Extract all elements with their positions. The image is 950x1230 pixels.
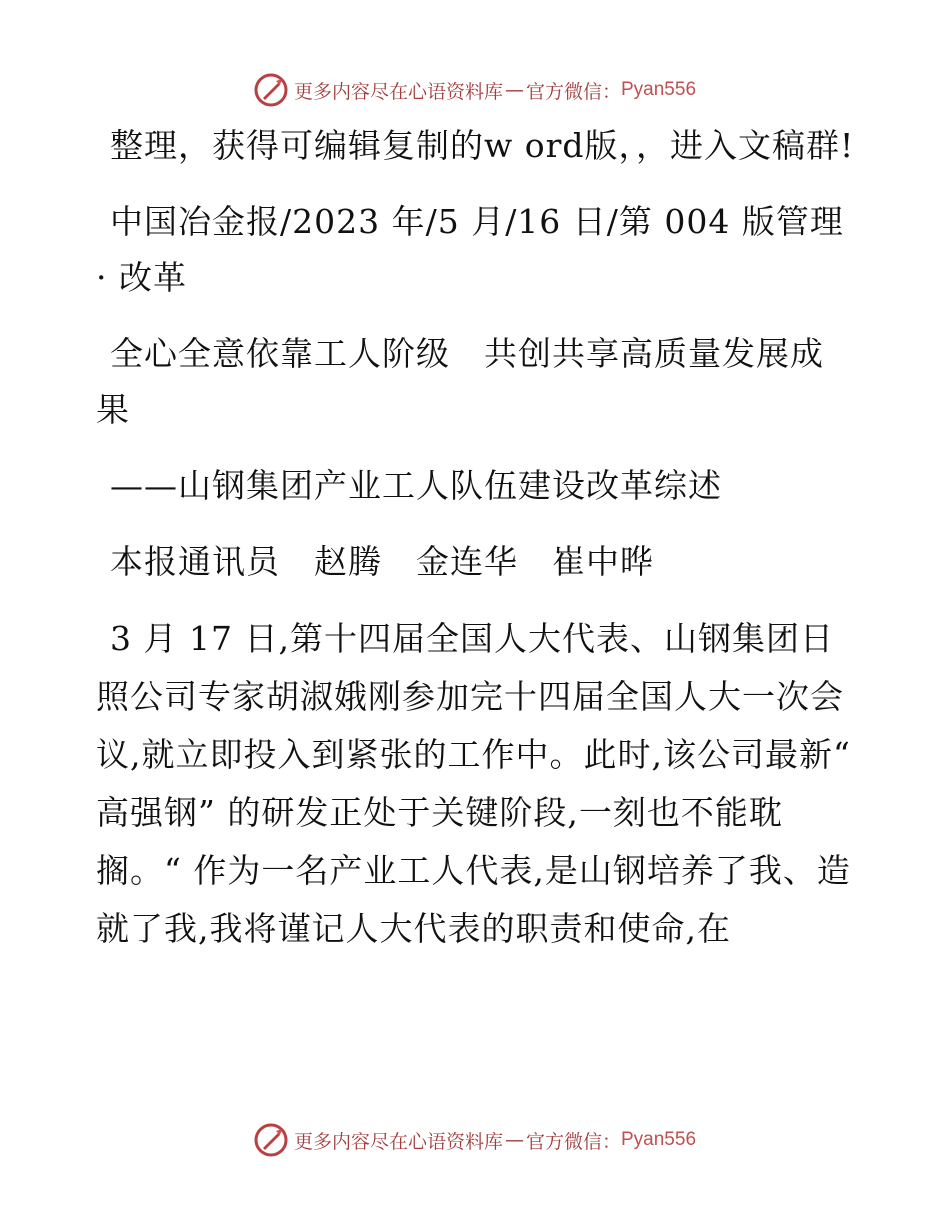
article-title	[96, 326, 856, 438]
document-body	[96, 118, 856, 978]
banner-wechat-id: Pyan556	[621, 79, 697, 100]
banner-site-text: 更多内容尽在心语资料库	[293, 1130, 503, 1153]
banner-site-text: 更多内容尽在心语资料库	[293, 80, 503, 103]
source-line-text: 中国冶金报/2023 年/5 月/16 日/第 004 版管理 · 改革	[96, 202, 844, 297]
quill-logo-icon	[254, 1123, 288, 1157]
byline	[96, 534, 856, 590]
intro-notice-text: 整理，获得可编辑复制的w ord版，，进入文稿群!	[110, 126, 855, 165]
body-paragraph	[96, 610, 856, 958]
article-title-text: 全心全意依靠工人阶级 共创共享高质量发展成果	[96, 334, 824, 429]
article-subtitle-text: ——山钢集团产业工人队伍建设改革综述	[110, 466, 722, 505]
banner-wechat-label: 官方微信：	[525, 80, 621, 103]
banner-dash: —	[504, 1129, 524, 1151]
banner-wechat-label: 官方微信：	[525, 1130, 621, 1153]
header-watermark-banner	[0, 70, 950, 110]
footer-watermark-banner	[0, 1120, 950, 1160]
banner-dash: —	[504, 79, 524, 101]
byline-text: 本报通讯员 赵腾 金连华 崔中晔	[110, 542, 654, 581]
intro-notice	[96, 118, 856, 174]
quill-logo-icon	[254, 73, 288, 107]
banner-wechat-id: Pyan556	[621, 1129, 697, 1150]
source-line	[96, 194, 856, 306]
body-paragraph-text: 3 月 17 日,第十四届全国人大代表、山钢集团日照公司专家胡淑娥刚参加完十四届全国人大一次会议,就立即投入到紧张的工作中。此时,该公司最新“ 高强钢” 的研发正处于关键阶段,一刻也不能耽搁。“ 作为一名产业工人代表,是山钢培养了我、造就了我,我将谨记人大代表的职责和使命,在	[96, 619, 851, 948]
article-subtitle	[96, 458, 856, 514]
